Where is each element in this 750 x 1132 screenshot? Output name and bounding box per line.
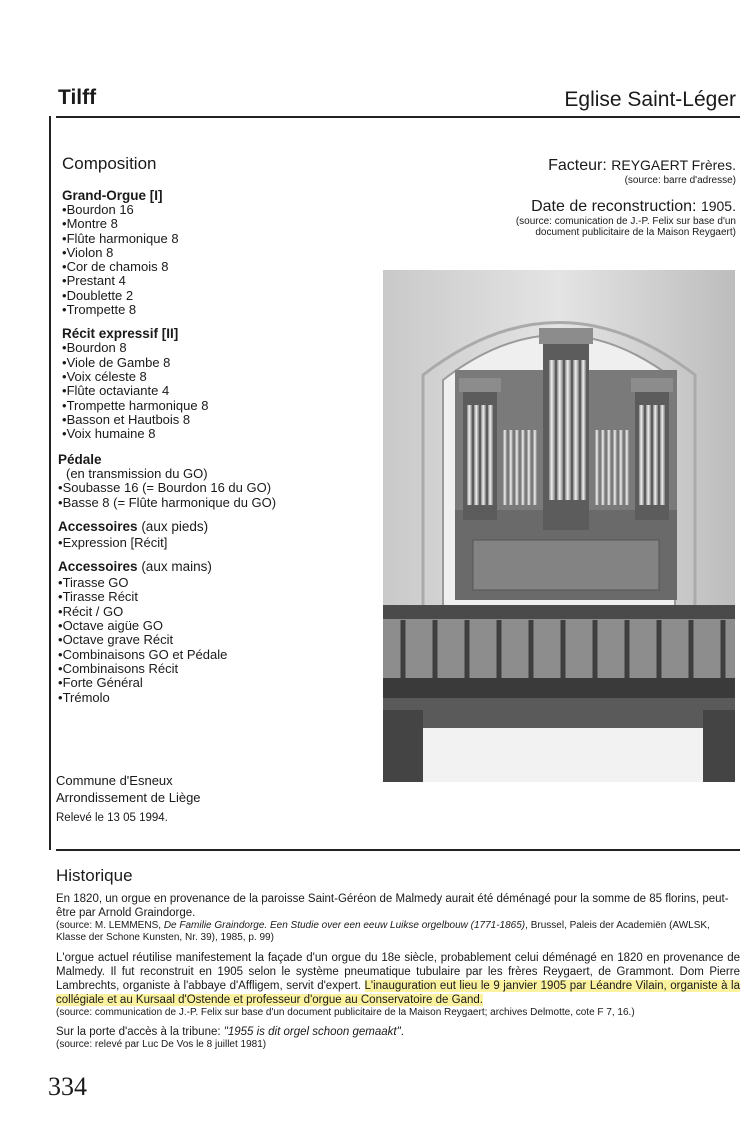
- middle-rule: [56, 849, 740, 851]
- stop-item: • Violon 8: [62, 246, 382, 260]
- stop-item: • Basse 8 (= Flûte harmonique du GO): [58, 496, 378, 510]
- vertical-rule: [49, 116, 51, 850]
- hist-source-3: (source: relevé par Luc De Vos le 8 juillet 1981): [56, 1039, 267, 1050]
- stop-item: • Viole de Gambe 8: [62, 356, 382, 370]
- builder-line: Facteur: REYGAERT Frères.: [548, 157, 736, 174]
- stop-item: • Flûte octaviante 4: [62, 384, 382, 398]
- accessory-item: • Combinaisons Récit: [58, 662, 378, 676]
- composition-column: [62, 154, 382, 441]
- stop-item: • Doublette 2: [62, 289, 382, 303]
- builder-block: [376, 157, 736, 238]
- acc-pieds-heading: Accessoires (aux pieds): [58, 518, 209, 534]
- recit-stops: [62, 341, 382, 441]
- reconstruction-source-2: document publicitaire de la Maison Reygaert): [535, 227, 736, 238]
- hist-paragraph-1: En 1820, un orgue en provenance de la paroisse Saint-Géréon de Malmedy aurait été déménagé pour la somme de 85 florins, peut-être par Arnold Graindorge.: [56, 893, 729, 919]
- stop-item: • Bourdon 16: [62, 203, 382, 217]
- pedale-note: (en transmission du GO): [66, 466, 208, 481]
- page-number: 334: [48, 1072, 87, 1101]
- location-block: [56, 772, 201, 827]
- highlighted-inauguration: L'inauguration eut lieu le 9 janvier 1905 par Léandre Vilain, organiste à la collégiale et au Kursaal d'Ostende et professeur d'orgue au Conservatoire de Gand.: [56, 980, 740, 1006]
- accessory-item: • Tirasse Récit: [58, 590, 378, 604]
- stop-item: • Montre 8: [62, 217, 382, 231]
- pedale-heading: Pédale: [58, 452, 102, 467]
- reconstruction-line: Date de reconstruction: 1905.: [531, 198, 736, 215]
- acc-mains-items: [58, 576, 378, 705]
- town-title: Tilff: [58, 86, 97, 109]
- stop-item: • Voix humaine 8: [62, 427, 382, 441]
- grand-orgue-stops: [62, 203, 382, 317]
- accessory-item: • Forte Général: [58, 676, 378, 690]
- stop-item: • Prestant 4: [62, 274, 382, 288]
- accessory-item: • Combinaisons GO et Pédale: [58, 648, 378, 662]
- builder-source: (source: barre d'adresse): [624, 175, 736, 186]
- header-rule: [56, 116, 740, 118]
- recit-heading: Récit expressif [II]: [62, 326, 179, 342]
- stop-item: • Flûte harmonique 8: [62, 232, 382, 246]
- stop-item: • Trompette harmonique 8: [62, 399, 382, 413]
- organ-photo: [383, 270, 735, 782]
- stop-item: • Trompette 8: [62, 303, 382, 317]
- pedale-stops: [58, 481, 378, 510]
- stop-item: • Voix céleste 8: [62, 370, 382, 384]
- accessory-item: • Trémolo: [58, 691, 378, 705]
- acc-mains-heading: Accessoires (aux mains): [58, 559, 212, 575]
- reconstruction-source-1: (source: comunication de J.-P. Felix sur base d'un: [515, 216, 736, 227]
- accessory-item: • Octave grave Récit: [58, 633, 378, 647]
- hist-source-2: (source: communication de J.-P. Felix sur base d'un document publicitaire de la Maison Reygaert; archives Delmotte, cote F 7, 16.): [56, 1007, 635, 1018]
- stop-item: • Bourdon 8: [62, 341, 382, 355]
- grand-orgue-heading: Grand-Orgue [I]: [62, 188, 163, 203]
- stop-item: • Basson et Hautbois 8: [62, 413, 382, 427]
- organ-illustration: [383, 270, 735, 782]
- acc-pieds-items: [58, 536, 378, 550]
- releve-date: Relevé le 13 05 1994.: [56, 812, 168, 824]
- hist-paragraph-3: Sur la porte d'accès à la tribune: "1955 is dit orgel schoon gemaakt".: [56, 1026, 404, 1038]
- stop-item: • Cor de chamois 8: [62, 260, 382, 274]
- hist-paragraph-2: L'orgue actuel réutilise manifestement la façade d'un orgue du 18e siècle, probablement celui déménagé en 1820 en provenance de Malmedy. Il fut reconstruit en 1905 selon le système pneumatique tubulaire par les frères Reygaert, de Grammont. Dom Pierre Lambrechts, organiste à l'abbaye d'Affligem, servit d'expert. L'inauguration eut lieu le 9 janvier 1905 par Léandre Vilain, organiste à la collégiale et au Kursaal d'Ostende et professeur d'orgue au Conservatoire de Gand.: [56, 952, 740, 1006]
- commune: Commune d'Esneux: [56, 773, 173, 788]
- stop-item: • Soubasse 16 (= Bourdon 16 du GO): [58, 481, 378, 495]
- composition-heading: Composition: [62, 154, 157, 173]
- arrondissement: Arrondissement de Liège: [56, 790, 201, 805]
- accessory-item: • Octave aigüe GO: [58, 619, 378, 633]
- accessory-item: • Tirasse GO: [58, 576, 378, 590]
- pedale-column: [58, 452, 378, 705]
- hist-source-1: (source: M. LEMMENS, De Familie Graindorge. Een Studie over een eeuw Luikse orgelbouw (1771-1865), Brussel, Paleis der Academiën (AWLSK, Klasse der Schone Kunsten, Nr. 39), 1985, p. 99): [56, 920, 710, 943]
- church-title: Eglise Saint-Léger: [564, 88, 736, 111]
- historique-section: [56, 866, 740, 1051]
- accessory-item: • Expression [Récit]: [58, 536, 378, 550]
- historique-heading: Historique: [56, 866, 133, 885]
- accessory-item: • Récit / GO: [58, 605, 378, 619]
